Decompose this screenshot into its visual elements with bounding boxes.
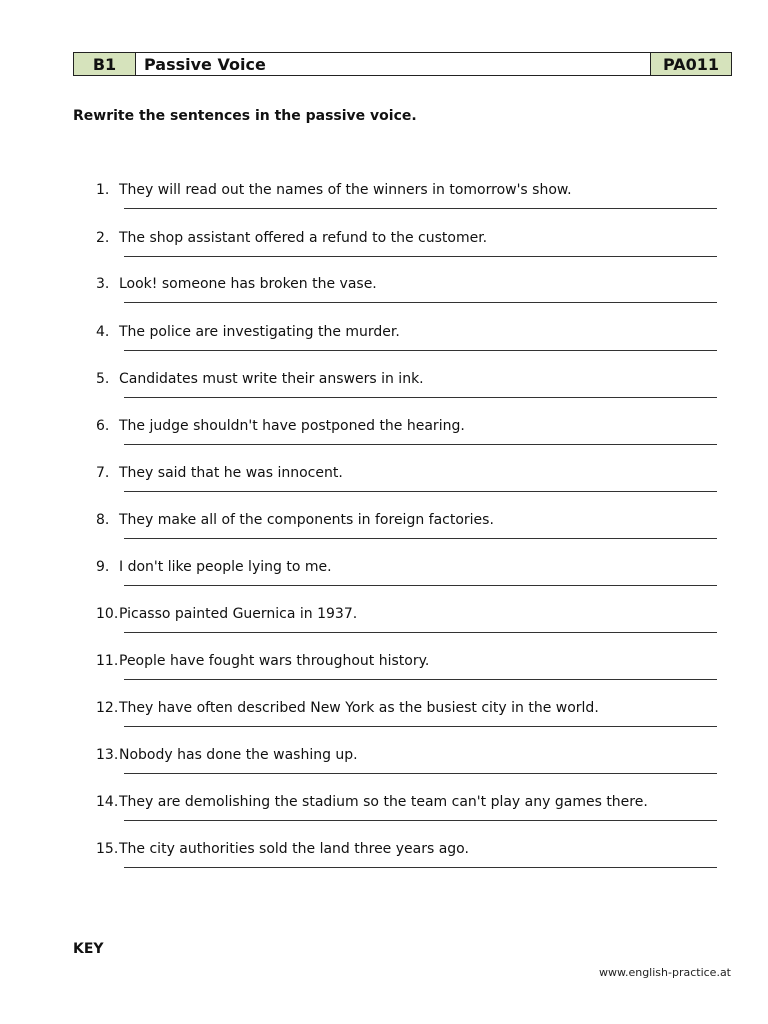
worksheet-header (73, 52, 732, 76)
exercise-item (0, 370, 768, 417)
item-sentence: People have fought wars throughout history. (119, 653, 430, 669)
exercise-item (0, 699, 768, 746)
item-sentence: I don't like people lying to me. (119, 559, 332, 575)
item-sentence: The city authorities sold the land three years ago. (119, 841, 469, 857)
answer-line[interactable] (124, 538, 717, 539)
exercise-item (0, 417, 768, 464)
answer-line[interactable] (124, 820, 717, 821)
answer-line[interactable] (124, 585, 717, 586)
worksheet-title: Passive Voice (136, 53, 651, 75)
instruction-text: Rewrite the sentences in the passive voice. (73, 108, 417, 124)
item-number: 5. (96, 371, 110, 387)
answer-line[interactable] (124, 208, 717, 209)
answer-line[interactable] (124, 256, 717, 257)
exercise-item (0, 793, 768, 840)
footer-url: www.english-practice.at (598, 966, 731, 979)
answer-line[interactable] (124, 867, 717, 868)
item-number: 3. (96, 276, 110, 292)
exercise-item (0, 746, 768, 793)
exercise-item (0, 652, 768, 699)
answer-line[interactable] (124, 444, 717, 445)
answer-line[interactable] (124, 397, 717, 398)
item-sentence: They will read out the names of the winners in tomorrow's show. (119, 182, 572, 198)
exercise-item (0, 558, 768, 605)
key-heading: KEY (73, 941, 104, 957)
answer-line[interactable] (124, 773, 717, 774)
exercise-item (0, 323, 768, 370)
item-sentence: They said that he was innocent. (119, 465, 343, 481)
item-sentence: The shop assistant offered a refund to the customer. (119, 230, 488, 246)
exercise-item (0, 840, 768, 887)
item-number: 10. (96, 606, 119, 622)
item-sentence: The judge shouldn't have postponed the hearing. (119, 418, 465, 434)
item-sentence: The police are investigating the murder. (119, 324, 400, 340)
item-sentence: They are demolishing the stadium so the team can't play any games there. (119, 794, 648, 810)
answer-line[interactable] (124, 350, 717, 351)
item-number: 11. (96, 653, 119, 669)
item-number: 12. (96, 700, 119, 716)
item-sentence: They make all of the components in foreign factories. (119, 512, 494, 528)
answer-line[interactable] (124, 679, 717, 680)
item-sentence: Look! someone has broken the vase. (119, 276, 377, 292)
item-sentence: Picasso painted Guernica in 1937. (119, 606, 358, 622)
item-sentence: Nobody has done the washing up. (119, 747, 358, 763)
item-sentence: They have often described New York as the busiest city in the world. (119, 700, 599, 716)
level-badge: B1 (74, 53, 136, 75)
item-number: 14. (96, 794, 119, 810)
worksheet-code: PA011 (651, 53, 731, 75)
answer-line[interactable] (124, 726, 717, 727)
item-number: 9. (96, 559, 110, 575)
exercise-item (0, 275, 768, 322)
exercise-item (0, 229, 768, 276)
item-number: 2. (96, 230, 110, 246)
answer-line[interactable] (124, 302, 717, 303)
item-number: 15. (96, 841, 119, 857)
item-sentence: Candidates must write their answers in ink. (119, 371, 424, 387)
exercise-item (0, 181, 768, 228)
item-number: 6. (96, 418, 110, 434)
exercise-item (0, 605, 768, 652)
item-number: 4. (96, 324, 110, 340)
item-number: 7. (96, 465, 110, 481)
exercise-item (0, 511, 768, 558)
item-number: 1. (96, 182, 110, 198)
item-number: 8. (96, 512, 110, 528)
exercise-item (0, 464, 768, 511)
answer-line[interactable] (124, 491, 717, 492)
answer-line[interactable] (124, 632, 717, 633)
item-number: 13. (96, 747, 119, 763)
